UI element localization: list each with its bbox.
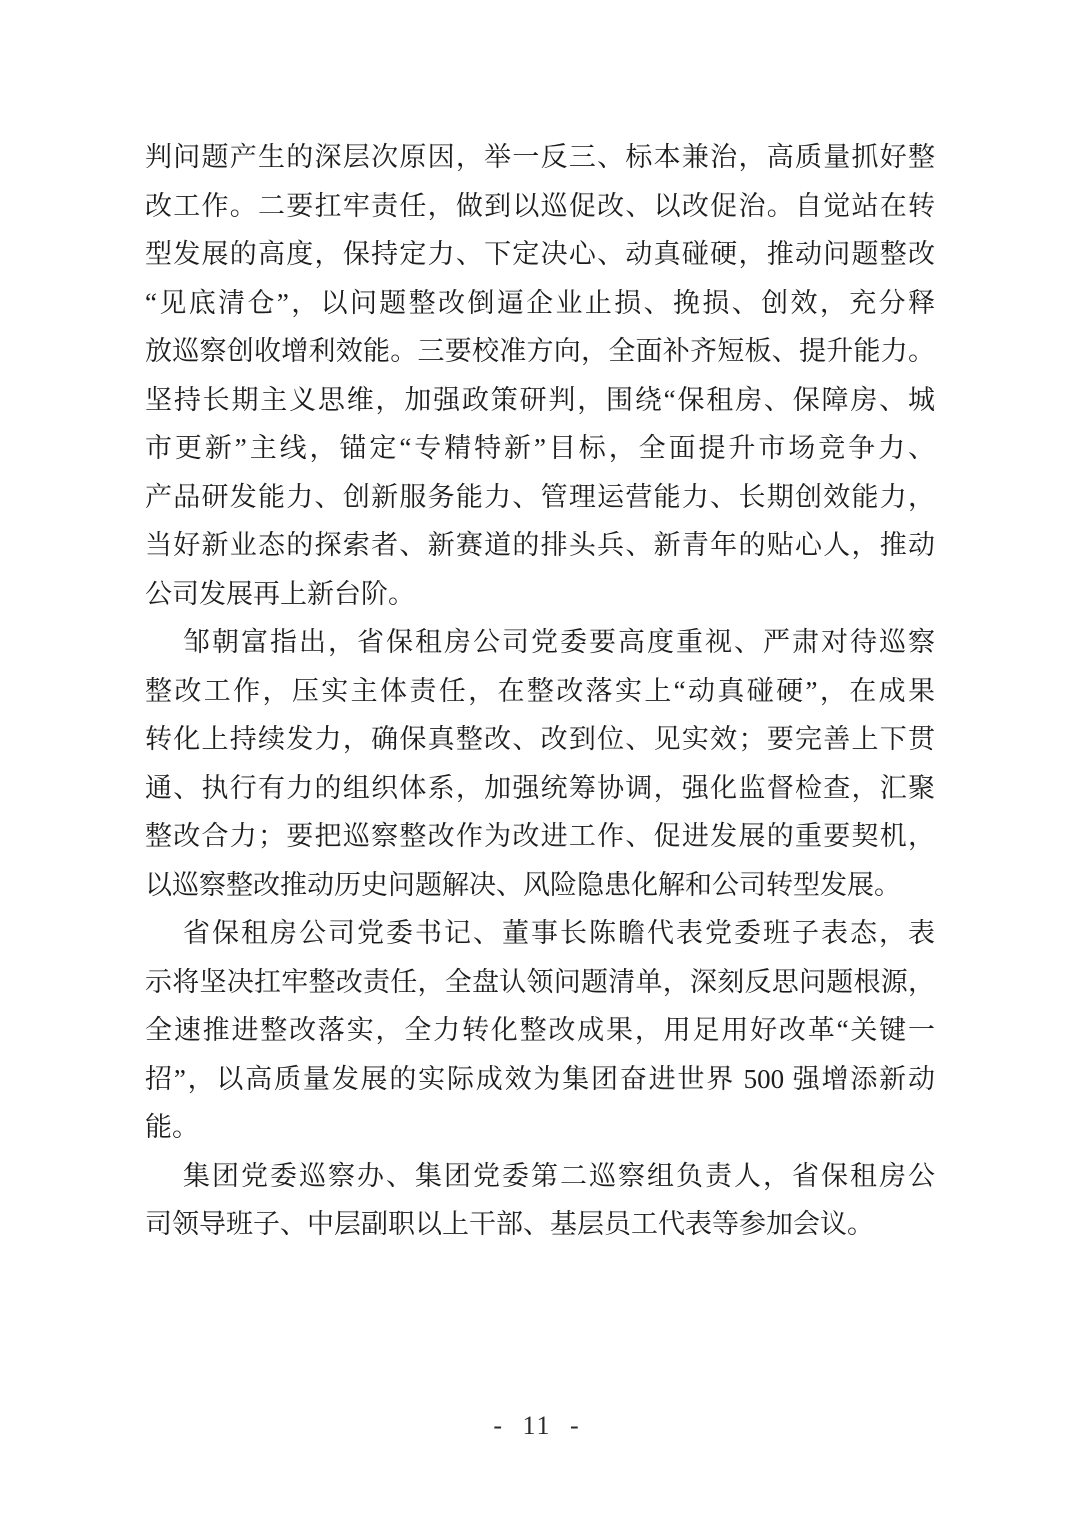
text-line: 邹朝富指出，省保租房公司党委要高度重视、严肃对待巡察	[183, 627, 935, 657]
text-line: 转化上持续发力，确保真整改、改到位、见实效；要完善上下贯	[145, 724, 935, 754]
text-line: 坚持长期主义思维，加强政策研判，围绕“保租房、保障房、城	[145, 384, 935, 415]
text-line: 公司发展再上新台阶。	[145, 578, 415, 609]
text-line: 改工作。二要扛牢责任，做到以巡促改、以改促治。自觉站在转	[145, 190, 935, 221]
text-line: 市更新”主线，锚定“专精特新”目标，全面提升市场竞争力、	[145, 433, 935, 463]
text-line: 放巡察创收增利效能。三要校准方向，全面补齐短板、提升能力。	[145, 336, 935, 366]
body-text	[145, 133, 935, 1249]
text-line: 以巡察整改推动历史问题解决、风险隐患化解和公司转型发展。	[145, 869, 901, 900]
text-line: 招”，以高质量发展的实际成效为集团奋进世界 500 强增添新动	[145, 1063, 935, 1094]
text-line: 判问题产生的深层次原因，举一反三、标本兼治，高质量抓好整	[145, 142, 935, 172]
text-line: 示将坚决扛牢整改责任，全盘认领问题清单，深刻反思问题根源，	[145, 966, 935, 997]
text-line: 整改合力；要把巡察整改作为改进工作、促进发展的重要契机，	[145, 821, 935, 851]
text-line: 能。	[145, 1112, 199, 1142]
text-line: 整改工作，压实主体责任，在整改落实上“动真碰硬”，在成果	[145, 675, 935, 706]
text-line: 产品研发能力、创新服务能力、管理运营能力、长期创效能力，	[145, 481, 935, 512]
text-line: 省保租房公司党委书记、董事长陈瞻代表党委班子表态，表	[183, 918, 935, 948]
page-number: - 11 -	[493, 1411, 581, 1440]
text-line: 型发展的高度，保持定力、下定决心、动真碰硬，推动问题整改	[145, 239, 935, 269]
text-line: 司领导班子、中层副职以上干部、基层员工代表等参加会议。	[145, 1209, 874, 1239]
text-line: 通、执行有力的组织体系，加强统筹协调，强化监督检查，汇聚	[145, 772, 935, 803]
text-line: 集团党委巡察办、集团党委第二巡察组负责人，省保租房公	[183, 1160, 935, 1191]
text-line: 当好新业态的探索者、新赛道的排头兵、新青年的贴心人，推动	[145, 530, 935, 560]
text-line: “见底清仓”，以问题整改倒逼企业止损、挽损、创效，充分释	[145, 287, 935, 318]
text-line: 全速推进整改落实，全力转化整改成果，用足用好改革“关键一	[145, 1015, 935, 1045]
